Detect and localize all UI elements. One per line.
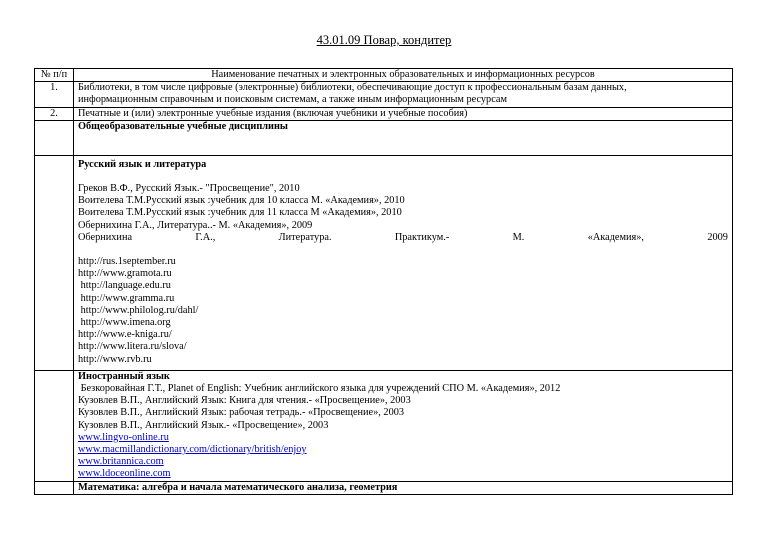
foreign-block xyxy=(74,370,733,481)
web-link[interactable]: http://www.e-kniga.ru/ xyxy=(78,329,172,341)
table-row xyxy=(35,481,733,494)
word: «Академия», xyxy=(587,231,644,243)
header-title: Наименование печатных и электронных образовательных и информационных ресурсов xyxy=(74,69,733,82)
book-item: Кузовлев В.П., Английский Язык: Книга для чтения.- «Просвещение», 2003 xyxy=(78,395,411,407)
web-link[interactable]: http://rus.1september.ru xyxy=(78,256,176,268)
book-item: Обернихина Г.А., Литература..- М. «Академия», 2009 xyxy=(78,219,313,231)
web-link[interactable]: www.macmillandictionary.com/dictionary/british/enjoy xyxy=(78,444,307,456)
web-link[interactable]: http://www.litera.ru/slova/ xyxy=(78,341,187,353)
row-text-line: информационным справочным и поисковым системам, а также иным информационным ресурсам xyxy=(78,94,507,106)
table-row xyxy=(35,370,733,481)
word: Практикум.- xyxy=(394,231,450,243)
web-link[interactable]: http://language.edu.ru xyxy=(78,280,171,292)
word: Литература. xyxy=(278,231,332,243)
document-title: 43.01.09 Повар, кондитер xyxy=(316,33,452,47)
row-text-line: Библиотеки, в том числе цифровые (электронные) библиотеки, обеспечивающие доступ к профессиональным базам данных, xyxy=(78,82,627,94)
table-row xyxy=(35,82,733,107)
book-item: Кузовлев В.П., Английский Язык.- «Просвещение», 2003 xyxy=(78,419,329,431)
table-header-row xyxy=(35,69,733,82)
resources-table xyxy=(34,68,733,495)
general-section-heading xyxy=(74,120,733,155)
web-link[interactable]: www.lingvo-online.ru xyxy=(78,431,169,443)
russian-block xyxy=(74,155,733,370)
subject-heading: Иностранный язык xyxy=(78,370,170,382)
table-row xyxy=(35,155,733,370)
row-text: Печатные и (или) электронные учебные издания (включая учебники и учебные пособия) xyxy=(74,107,733,120)
book-item: Воителева Т.М.Русский язык :учебник для 10 класса М. «Академия», 2010 xyxy=(78,195,405,207)
web-link[interactable]: http://www.gramma.ru xyxy=(78,292,175,304)
row-num: 2. xyxy=(35,107,74,120)
row-text xyxy=(74,82,733,107)
book-item: Кузовлев В.П., Английский Язык: рабочая тетрадь.- «Просвещение», 2003 xyxy=(78,407,405,419)
section-title: Общеобразовательные учебные дисциплины xyxy=(78,120,288,132)
web-link[interactable]: http://www.gramota.ru xyxy=(78,268,172,280)
book-item-justified xyxy=(78,232,728,244)
web-link[interactable]: http://www.imena.org xyxy=(78,317,171,329)
word: 2009 xyxy=(707,231,728,243)
word: Г.А., xyxy=(195,231,216,243)
math-heading: Математика: алгебра и начала математического анализа, геометрия xyxy=(74,481,733,494)
web-link[interactable]: www.britannica.com xyxy=(78,456,164,468)
word: Обернихина xyxy=(78,231,133,243)
row-num: 1. xyxy=(35,82,74,107)
web-link[interactable]: http://www.rvb.ru xyxy=(78,353,152,365)
word: М. xyxy=(512,231,525,243)
book-item: Греков В.Ф., Русский Язык.- "Просвещение", 2010 xyxy=(78,183,300,195)
table-row xyxy=(35,120,733,155)
header-num: № п/п xyxy=(35,69,74,82)
web-link[interactable]: www.ldoceonline.com xyxy=(78,468,171,480)
table-row xyxy=(35,107,733,120)
subject-heading: Русский язык и литература xyxy=(78,158,207,170)
book-item: Воителева Т.М.Русский язык :учебник для 11 класса М «Академия», 2010 xyxy=(78,207,402,219)
web-link[interactable]: http://www.philolog.ru/dahl/ xyxy=(78,304,199,316)
book-item: Безкоровайная Г.Т., Planet of English: Учебник английского языка для учреждений СПО М. «Академия», 2012 xyxy=(78,383,561,395)
